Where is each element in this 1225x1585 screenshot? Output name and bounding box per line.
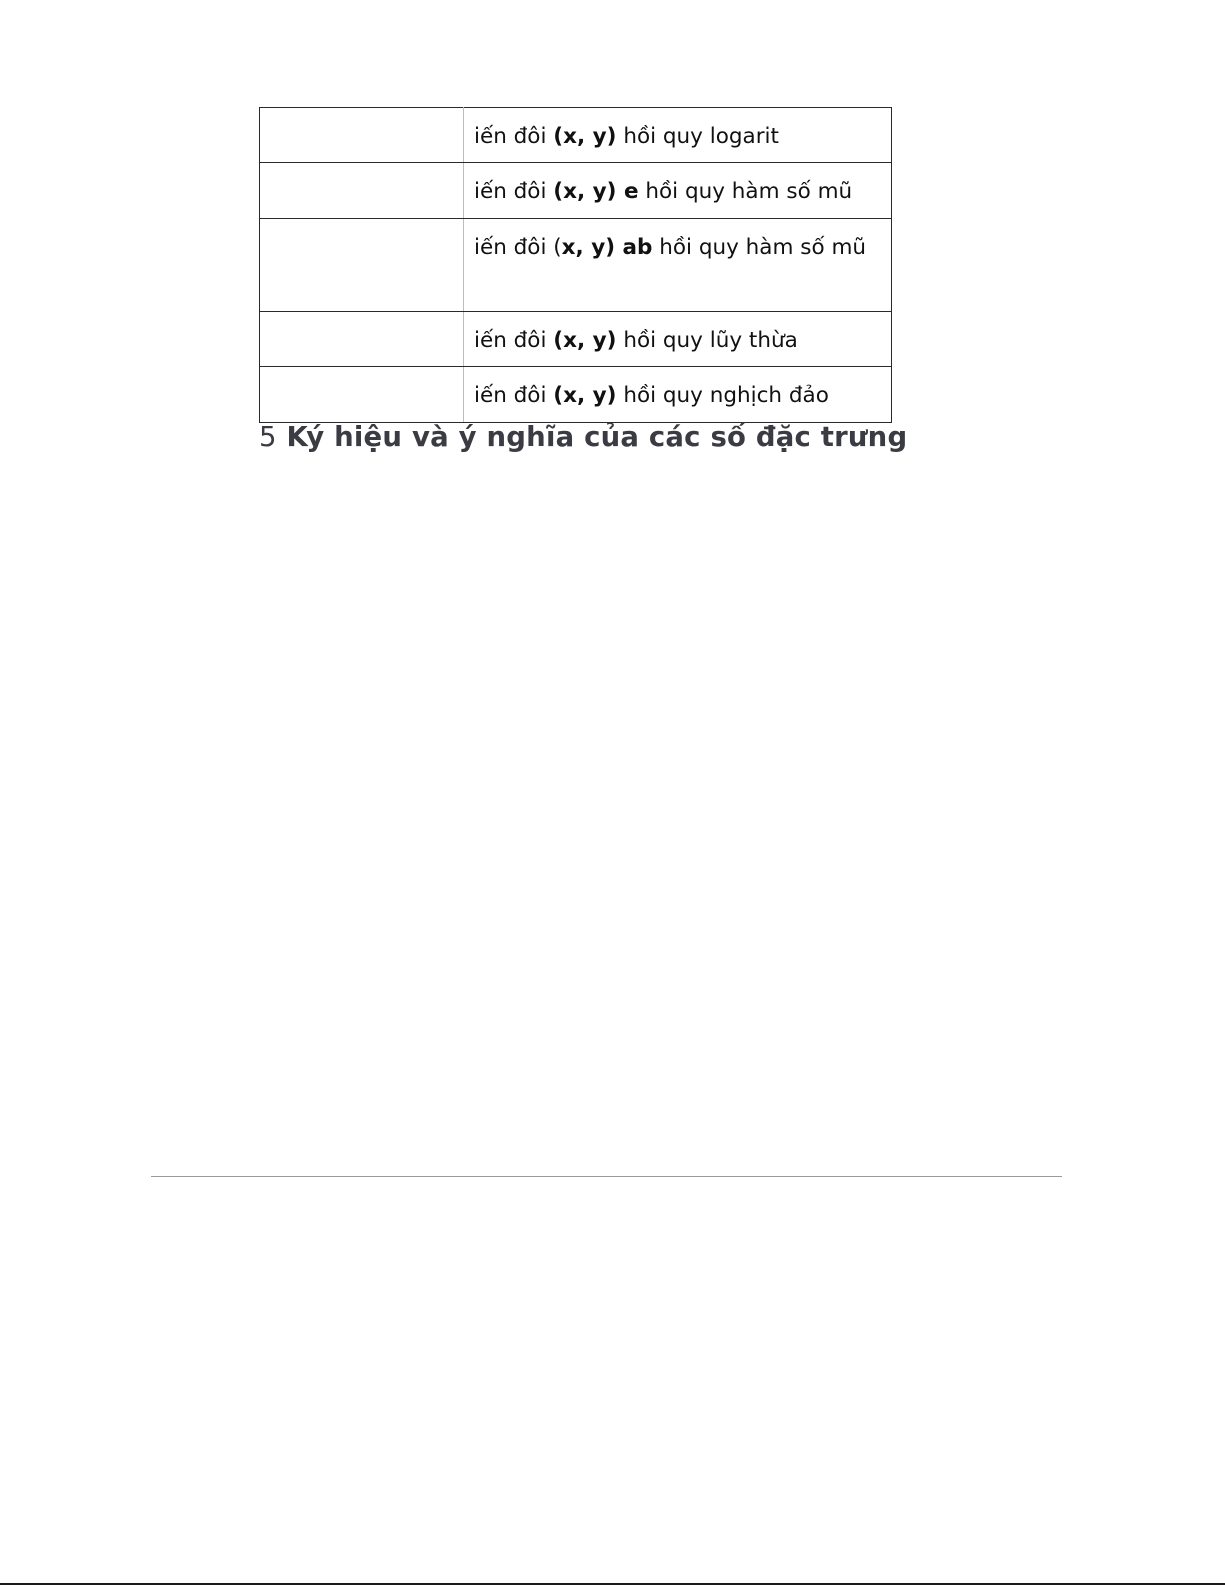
cell-bold-vars: (x, y) e <box>553 179 639 204</box>
section-title: Ký hiệu và ý nghĩa của các số đặc trưng <box>286 421 908 453</box>
cell-suffix: hồi quy lũy thừa <box>616 328 798 353</box>
cell-prefix: iến đôi <box>474 383 554 408</box>
table-cell-description <box>464 219 892 312</box>
page-divider <box>151 1176 1062 1177</box>
table-row <box>260 312 892 367</box>
cell-bold-vars: x, y) ab <box>561 235 653 260</box>
cell-bold-vars: (x, y) <box>553 328 617 353</box>
table-cell-description <box>464 367 892 423</box>
cell-suffix: hồi quy hàm số mũ <box>652 235 867 260</box>
table-cell-description <box>464 312 892 367</box>
table-cell-label <box>260 367 464 423</box>
table-cell-label <box>260 312 464 367</box>
section-heading <box>259 418 907 456</box>
table-cell-label <box>260 108 464 163</box>
section-number: 5 <box>259 421 277 453</box>
regression-table <box>259 107 892 423</box>
table-row <box>260 367 892 423</box>
table-row <box>260 108 892 163</box>
cell-suffix: hồi quy hàm số mũ <box>638 179 853 204</box>
cell-suffix: hồi quy nghịch đảo <box>616 383 829 408</box>
table-cell-description <box>464 108 892 163</box>
table-cell-description <box>464 163 892 219</box>
cell-prefix: iến đôi <box>474 124 554 149</box>
table-row <box>260 219 892 312</box>
table-cell-label <box>260 219 464 312</box>
cell-suffix: hồi quy logarit <box>616 124 779 149</box>
table-row <box>260 163 892 219</box>
cell-prefix: iến đôi <box>474 328 554 353</box>
table-cell-label <box>260 163 464 219</box>
cell-bold-vars: (x, y) <box>553 124 617 149</box>
cell-prefix: iến đôi <box>474 179 554 204</box>
cell-bold-vars: (x, y) <box>553 383 617 408</box>
cell-prefix: iến đôi ( <box>474 235 562 260</box>
